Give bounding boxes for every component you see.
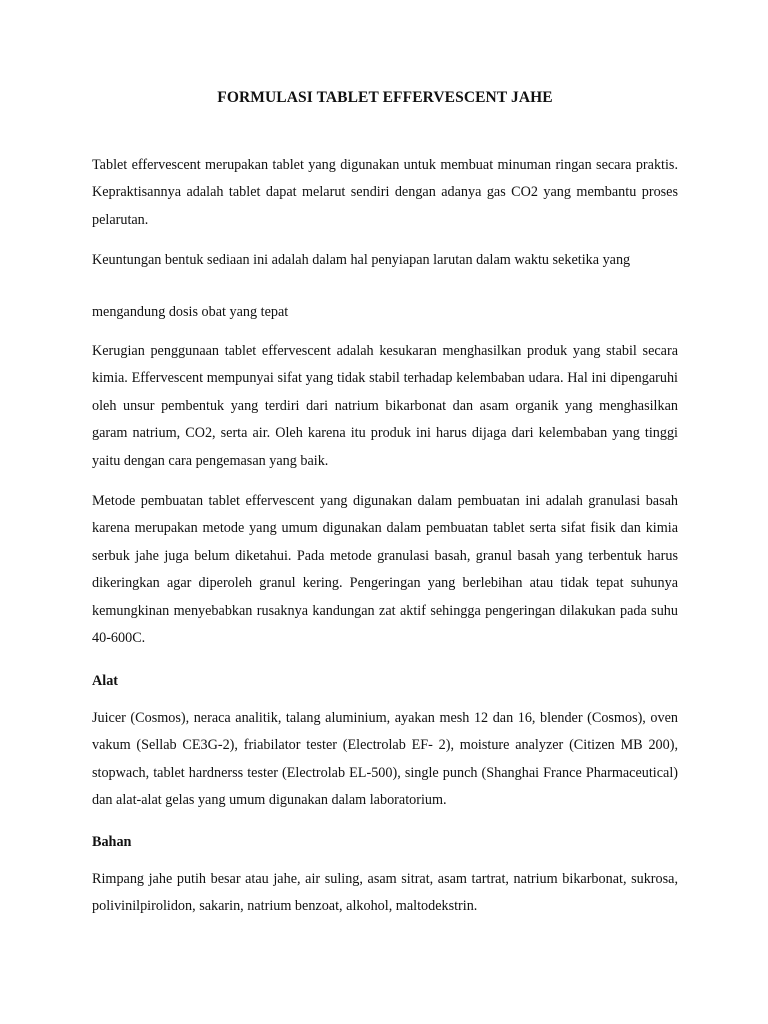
paragraph-intro: Tablet effervescent merupakan tablet yang digunakan untuk membuat minuman ringan secara praktis. Kepraktisannya adalah tablet dapat melarut sendiri dengan adanya gas CO2 yang membantu proses pelarutan. (92, 157, 678, 228)
paragraph-disadvantage: Kerugian penggunaan tablet effervescent adalah kesukaran menghasilkan produk yang stabil secara kimia. Effervescent mempunyai sifat yang tidak stabil terhadap kelembaban udara. Hal ini dipengaruhi oleh unsur pembentuk yang terdiri dari natrium bikarbonat dan asam organik yang menghasilkan garam natrium, CO2, serta air. Oleh karena itu produk ini harus dijaga dari kelembaban yang tinggi yaitu dengan cara pengemasan yang baik. (92, 343, 678, 469)
paragraph-bahan: Rimpang jahe putih besar atau jahe, air suling, asam sitrat, asam tartrat, natrium bikarbonat, sukrosa, polivinilpirolidon, sakarin, natrium benzoat, alkohol, maltodekstrin. (92, 870, 678, 915)
paragraph-method: Metode pembuatan tablet effervescent yang digunakan dalam pembuatan ini adalah granulasi basah karena merupakan metode yang umum digunakan dalam pembuatan tablet serta sifat fisik dan kimia serbuk jahe juga belum diketahui. Pada metode granulasi basah, granul basah yang terbentuk harus dikeringkan agar diperoleh granul kering. Pengeringan yang berlebihan atau tidak tepat suhunya kemungkinan menyebabkan rusaknya kandungan zat aktif sehingga pengeringan dilakukan pada suhu 40-600C. (92, 493, 678, 647)
paragraph-alat: Juicer (Cosmos), neraca analitik, talang aluminium, ayakan mesh 12 dan 16, blender (Cosmos), oven vakum (Sellab CE3G-2), friabilator tester (Electrolab EF- 2), moisture analyzer (Citizen MB 200), stopwach, tablet hardnerss tester (Electrolab EL-500), single punch (Shanghai France Pharmaceutical) dan alat-alat gelas yang umum digunakan dalam laboratorium. (92, 709, 678, 809)
document-content (92, 88, 678, 933)
document-title: FORMULASI TABLET EFFERVESCENT JAHE (217, 89, 553, 106)
section-heading-bahan: Bahan (92, 833, 132, 850)
paragraph-advantage: Keuntungan bentuk sediaan ini adalah dalam hal penyiapan larutan dalam waktu seketika yang (92, 252, 631, 269)
section-heading-alat: Alat (92, 672, 119, 689)
paragraph-advantage-continued: mengandung dosis obat yang tepat (92, 303, 289, 320)
